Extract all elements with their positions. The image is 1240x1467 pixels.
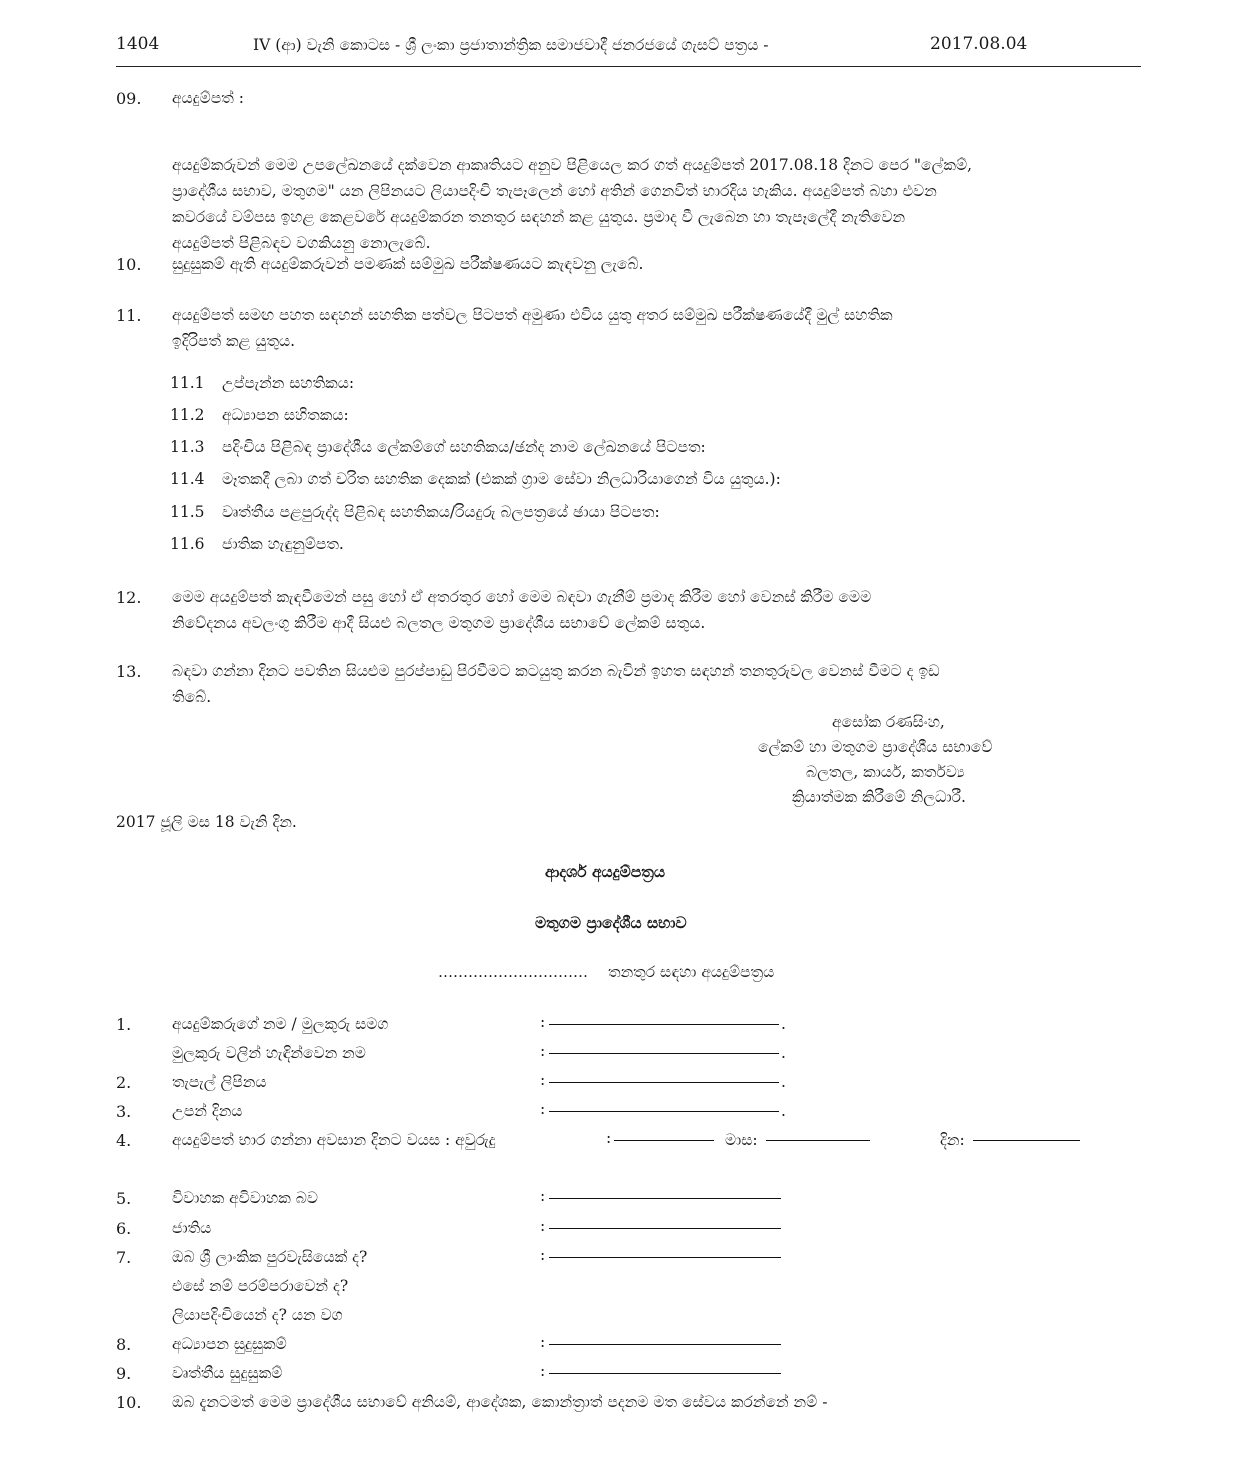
field-number: 5. — [116, 1189, 132, 1208]
field-period: . — [781, 1044, 786, 1062]
section-13-line: බඳවා ගන්නා දිනට පවතින සියළුම පුරප්පාඩු පිරවීමට කටයුතු කරන බැවින් ඉහත සඳහන් තනතුරුවල වෙනස් වීමට ද ඉඩ — [172, 662, 940, 680]
item-number: 11.1 — [170, 374, 205, 392]
field-label-marital-status: විවාහක අවිවාහක බව — [172, 1189, 318, 1207]
field-label-education: අධ්‍යාපන සුදුසුකම් — [172, 1335, 287, 1353]
field-colon: : — [540, 1246, 546, 1264]
signatory-title: බලතල, කාර්ය, කර්තව්‍ය — [806, 763, 965, 781]
field-label-current-service: ඔබ දැනටමත් මෙම ප්‍රාදේශීය සභාවේ අනියම්, ආදේශක, කොන්ත්‍රාත් පදනම මත සේවය කරන්නේ නම් - — [172, 1393, 828, 1411]
signatory-name: අසෝක රණසිංහ, — [832, 713, 945, 731]
section-09-number: 09. — [116, 89, 142, 108]
item-number: 11.6 — [170, 535, 205, 553]
field-colon: : — [540, 1042, 546, 1060]
field-number: 2. — [116, 1073, 132, 1092]
section-13-number: 13. — [116, 662, 142, 681]
age-days-label: දින: — [940, 1131, 965, 1149]
item-text: අධ්‍යාපන සහිතකය: — [222, 406, 349, 424]
field-label-name: අයදුම්කරුගේ නම / මුලකුරු සමග — [172, 1015, 389, 1033]
item-number: 11.4 — [170, 470, 205, 488]
address-field[interactable] — [549, 1082, 779, 1083]
age-years-field[interactable] — [614, 1140, 714, 1141]
field-number: 10. — [116, 1393, 142, 1412]
section-09-line: කවරයේ වම්පස ඉහළ කෙළවරේ අයදුම්කරන තනතුර සඳහන් කළ යුතුය. ප්‍රමාද වී ලැබෙන හා තැපෑලේදී නැතිවෙන — [172, 208, 906, 226]
field-number: 1. — [116, 1015, 132, 1034]
section-13-line: තිබේ. — [172, 688, 212, 706]
item-text: උප්පැන්න සහතිකය: — [222, 374, 355, 392]
section-11-line: ඉදිරිපත් කළ යුතුය. — [172, 332, 296, 350]
field-colon: : — [606, 1129, 612, 1147]
field-number: 9. — [116, 1364, 132, 1383]
post-name-placeholder: ………………………… — [438, 963, 588, 981]
gazette-title: IV (ආ) වැනි කොටස - ශ්‍රී ලංකා ප්‍රජාතාන්ත්‍රික සමාජවාදී ජනරජයේ ගැසට් පත්‍රය - — [253, 36, 769, 54]
header-rule — [116, 66, 1141, 67]
field-colon: : — [540, 1013, 546, 1031]
field-label-professional: වෘත්තීය සුදුසුකම් — [172, 1364, 283, 1382]
age-days-field[interactable] — [973, 1140, 1080, 1141]
item-text: මෑතකදී ලබා ගත් චරිත සහතික දෙකක් (එකක් ග්‍රාම සේවා නිලධාරියාගෙන් විය යුතුය.): — [222, 470, 781, 488]
signatory-title: ක්‍රියාත්මක කිරීමේ නිලධාරී. — [792, 788, 966, 806]
field-colon: : — [540, 1362, 546, 1380]
item-text: වෘත්තීය පළපුරුද්ද පිළිබඳ සහතිකය/රියදුරු බලපත්‍රයේ ඡායා පිටපත: — [222, 503, 660, 521]
field-label-age: අයදුම්පත් භාර ගන්නා අවසාන දිනට වයස : අවුරුදු — [172, 1131, 496, 1149]
dob-field[interactable] — [549, 1111, 779, 1112]
page-number: 1404 — [116, 34, 160, 54]
field-label-address: තැපැල් ලිපිනය — [172, 1073, 267, 1091]
professional-field[interactable] — [549, 1373, 781, 1374]
citizenship-field[interactable] — [549, 1257, 781, 1258]
signatory-title: ලේකම් හා මතුගම ප්‍රාදේශීය සභාවේ — [758, 738, 993, 756]
field-colon: : — [540, 1187, 546, 1205]
item-number: 11.2 — [170, 406, 205, 424]
field-colon: : — [540, 1333, 546, 1351]
field-colon: : — [540, 1217, 546, 1235]
field-period: . — [781, 1073, 786, 1091]
field-period: . — [781, 1015, 786, 1033]
field-colon: : — [540, 1100, 546, 1118]
field-label-citizenship: ඔබ ශ්‍රී ලාංකික පුරවැසියෙක් ද? — [172, 1248, 368, 1266]
education-field[interactable] — [549, 1344, 781, 1345]
initials-name-field[interactable] — [549, 1053, 779, 1054]
age-months-label: මාස: — [725, 1131, 758, 1149]
field-label-citizenship-registration: ලියාපදිංචියෙන් ද? යන වග — [172, 1306, 343, 1324]
form-heading: ආදර්ශ අයදුම්පත්‍රය — [545, 862, 665, 881]
form-post-heading: තනතුර සඳහා අයදුම්පත්‍රය — [608, 963, 775, 981]
section-09-title: අයදුම්පත් : — [172, 89, 244, 107]
section-12-number: 12. — [116, 588, 142, 607]
gazette-date: 2017.08.04 — [930, 34, 1028, 54]
field-number: 8. — [116, 1335, 132, 1354]
field-label-initials-name: මුලකුරු වලින් හැඳින්වෙන නම — [172, 1044, 366, 1062]
marital-status-field[interactable] — [549, 1198, 781, 1199]
field-label-dob: උපන් දිනය — [172, 1102, 243, 1120]
section-12-line: මෙම අයදුම්පත් කැඳවීමෙන් පසු හෝ ඒ අතරතුර හෝ මෙම බඳවා ගැනීම් ප්‍රමාද කිරීම හෝ වෙනස් කිරීම මෙම — [172, 588, 872, 606]
section-12-line: නිවේදනය අවලංගු කිරීම ආදී සියළු බලතල මතුගම ප්‍රාදේශීය සභාවේ ලේකම් සතුය. — [172, 614, 706, 632]
field-number: 7. — [116, 1248, 132, 1267]
field-number: 3. — [116, 1102, 132, 1121]
field-number: 6. — [116, 1219, 132, 1238]
field-colon: : — [540, 1071, 546, 1089]
field-label-citizenship-descent: එසේ නම් පරම්පරාවෙන් ද? — [172, 1277, 349, 1295]
name-field[interactable] — [549, 1024, 779, 1025]
field-period: . — [781, 1102, 786, 1120]
section-09-line: අයදුම්කරුවන් මෙම උපලේඛනයේ දක්වෙන ආකෘතියට අනුව පිළියෙල කර ගත් අයදුම්පත් 2017.08.18 දිනට පෙර "ලේකම්, — [172, 156, 973, 174]
item-text: පදිංචිය පිළිබඳ ප්‍රාදේශීය ලේකම්ගේ සහතිකය/ඡන්ද නාම ලේඛනයේ පිටපත: — [222, 438, 706, 456]
section-11-line: අයදුම්පත් සමඟ පහත සඳහන් සහතික පත්වල පිටපත් අමුණා එවිය යුතු අතර සම්මුඛ පරීක්ෂණයේදී මුල් සහතික — [172, 306, 893, 324]
item-text: ජාතික හැඳුනුම්පත. — [222, 535, 344, 553]
form-subheading: මතුගම ප්‍රාදේශීය සභාව — [535, 913, 687, 932]
field-number: 4. — [116, 1131, 132, 1150]
section-11-number: 11. — [116, 306, 142, 325]
section-10-number: 10. — [116, 255, 142, 274]
section-10-text: සුදුසුකම් ඇති අයදුම්කරුවන් පමණක් සම්මුඛ පරීක්ෂණයට කැඳවනු ලැබේ. — [172, 255, 644, 273]
item-number: 11.5 — [170, 503, 205, 521]
item-number: 11.3 — [170, 438, 205, 456]
nationality-field[interactable] — [549, 1228, 781, 1229]
field-label-nationality: ජාතිය — [172, 1219, 212, 1237]
signature-date: 2017 ජූලි මස 18 වැනි දින. — [116, 813, 297, 831]
age-months-field[interactable] — [766, 1140, 870, 1141]
section-09-line: අයදුම්පත් පිළිබඳව වගකියනු නොලැබේ. — [172, 234, 431, 252]
section-09-line: ප්‍රාදේශීය සභාව, මතුගම" යන ලිපිනයට ලියාපදිංචි තැපෑලෙන් හෝ අතින් ගෙනවිත් භාරදිය හැකිය. අයදුම්පත් බහා එවන — [172, 182, 937, 200]
